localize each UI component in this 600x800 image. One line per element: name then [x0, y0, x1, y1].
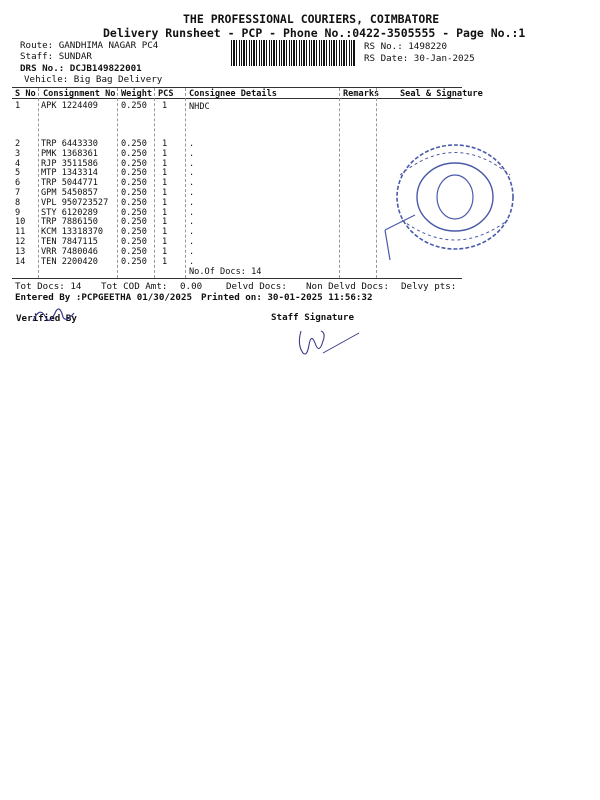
- row-details: .: [189, 237, 195, 247]
- route-text: Route: GANDHIMA NAGAR PC4: [20, 40, 159, 51]
- row-sno: 1: [15, 101, 21, 111]
- header-top-rule: [12, 87, 462, 88]
- col-divider: [117, 88, 118, 278]
- row-consignment: STY 6120289: [41, 207, 98, 218]
- row-pcs: 1: [162, 139, 168, 149]
- drs-number: DRS No.: DCJB149822001: [20, 63, 142, 74]
- row-sno: 5: [15, 168, 21, 179]
- row-details: .: [189, 227, 195, 238]
- row-weight: 0.250: [121, 188, 147, 198]
- row-sno: 10: [15, 217, 26, 228]
- row-weight: 0.250: [121, 158, 147, 169]
- row-details: .: [189, 158, 195, 169]
- row-details: .: [189, 188, 195, 198]
- row-pcs: 1: [162, 168, 168, 179]
- row-pcs: 1: [162, 197, 168, 208]
- barcode-image: [231, 40, 356, 66]
- row-sno: 6: [15, 178, 21, 189]
- row-details: .: [189, 256, 195, 267]
- no-of-docs: No.Of Docs: 14: [189, 267, 262, 277]
- col-divider: [38, 88, 39, 278]
- row-details: .: [189, 168, 195, 179]
- total-cod-label: Tot COD Amt:: [101, 281, 168, 292]
- col-divider: [376, 88, 377, 278]
- row-weight: 0.250: [121, 178, 147, 189]
- company-title: THE PROFESSIONAL COURIERS, COIMBATORE: [183, 12, 440, 26]
- staff-signature-label: Staff Signature: [271, 312, 354, 323]
- verified-signature: [30, 303, 80, 328]
- col-header-consignee: Consignee Details: [189, 89, 277, 99]
- col-header-weight: Weight: [121, 89, 153, 99]
- rs-date: RS Date: 30-Jan-2025: [364, 53, 475, 64]
- row-sno: 8: [15, 197, 21, 208]
- row-weight: 0.250: [121, 101, 147, 111]
- col-header-pcs: PCS: [158, 89, 174, 99]
- runsheet-title: Delivery Runsheet - PCP - Phone No.:0422-3505555 - Page No.:1: [103, 26, 526, 40]
- row-consignment: PMK 1368361: [41, 148, 98, 159]
- col-header-consignment: Consignment No: [43, 89, 116, 99]
- col-divider: [154, 88, 155, 278]
- col-divider: [185, 88, 186, 278]
- row-sno: 11: [15, 227, 26, 238]
- row-pcs: 1: [162, 227, 168, 238]
- delivery-points: Delvy pts:: [401, 281, 457, 292]
- seal-stamp: [380, 135, 525, 260]
- row-details: .: [189, 148, 195, 159]
- row-pcs: 1: [162, 246, 168, 257]
- row-consignment: VPL 950723527: [41, 197, 109, 208]
- row-details: .: [189, 178, 195, 189]
- row-weight: 0.250: [121, 256, 147, 267]
- row-pcs: 1: [162, 207, 168, 218]
- verified-by-label: Verified By: [16, 313, 77, 324]
- row-consignment: TRP 7886150: [41, 217, 98, 228]
- row-sno: 2: [15, 139, 21, 149]
- row-weight: 0.250: [121, 168, 147, 179]
- row-consignment: TRP 6443330: [41, 139, 98, 149]
- total-docs: Tot Docs: 14: [15, 281, 82, 292]
- row-consignment: TEN 7847115: [41, 237, 98, 247]
- row-pcs: 1: [162, 158, 168, 169]
- non-delivered-docs: Non Delvd Docs:: [306, 281, 389, 292]
- row-weight: 0.250: [121, 139, 147, 149]
- table-bottom-rule: [12, 278, 462, 279]
- delivered-docs: Delvd Docs:: [226, 281, 287, 292]
- row-sno: 3: [15, 148, 21, 159]
- row-details: NHDC: [189, 102, 210, 112]
- row-weight: 0.250: [121, 246, 147, 257]
- staff-text: Staff: SUNDAR: [20, 51, 92, 62]
- row-sno: 14: [15, 256, 26, 267]
- col-header-sno: S No: [15, 89, 36, 99]
- row-details: .: [189, 139, 195, 149]
- rs-number: RS No.: 1498220: [364, 41, 447, 52]
- row-weight: 0.250: [121, 148, 147, 159]
- row-details: .: [189, 246, 195, 257]
- row-details: .: [189, 207, 195, 218]
- total-cod-value: 0.00: [180, 281, 203, 292]
- printed-on: Printed on: 30-01-2025 11:56:32: [201, 292, 373, 303]
- row-consignment: KCM 13318370: [41, 227, 104, 238]
- entered-by: Entered By :PCPGEETHA 01/30/2025: [15, 292, 193, 303]
- row-pcs: 1: [162, 188, 168, 198]
- vehicle-text: Vehicle: Big Bag Delivery: [24, 74, 163, 85]
- row-pcs: 1: [162, 148, 168, 159]
- col-header-seal: Seal & Signature: [400, 89, 483, 99]
- row-consignment: GPM 5450857: [41, 188, 98, 198]
- row-consignment: TRP 5044771: [41, 178, 98, 189]
- row-sno: 9: [15, 207, 21, 218]
- row-pcs: 1: [162, 101, 168, 111]
- row-weight: 0.250: [121, 207, 147, 218]
- row-consignment: TEN 2200420: [41, 256, 98, 267]
- row-consignment: MTP 1343314: [41, 168, 98, 179]
- row-weight: 0.250: [121, 237, 147, 247]
- col-header-remarks: Remarks: [343, 89, 380, 99]
- row-consignment: APK 1224409: [41, 101, 98, 111]
- row-weight: 0.250: [121, 197, 147, 208]
- row-sno: 12: [15, 237, 26, 247]
- row-pcs: 1: [162, 237, 168, 247]
- row-details: .: [189, 217, 195, 228]
- row-pcs: 1: [162, 178, 168, 189]
- row-sno: 7: [15, 188, 21, 198]
- col-divider: [339, 88, 340, 278]
- row-consignment: VRR 7480046: [41, 246, 98, 257]
- staff-signature: [293, 323, 363, 363]
- row-sno: 4: [15, 158, 21, 169]
- row-weight: 0.250: [121, 227, 147, 238]
- row-consignment: RJP 3511586: [41, 158, 98, 169]
- row-sno: 13: [15, 246, 26, 257]
- row-weight: 0.250: [121, 217, 147, 228]
- row-pcs: 1: [162, 217, 168, 228]
- row-details: .: [189, 197, 195, 208]
- row-pcs: 1: [162, 256, 168, 267]
